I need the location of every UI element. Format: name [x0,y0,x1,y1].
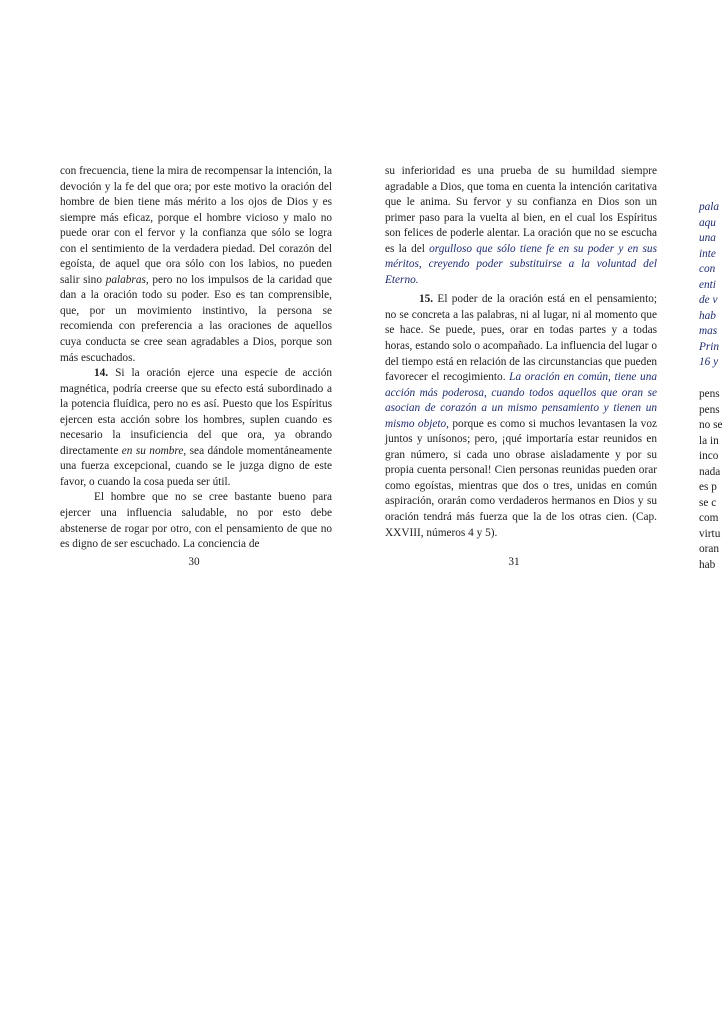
line-fragment: inte [699,247,716,260]
line-fragment: oran [699,543,720,556]
line-fragment: 16 y [699,356,719,369]
line-fragment: una [699,232,716,245]
line-fragment: aqu [699,216,716,229]
italic-text: orgulloso que sólo tiene fe en su poder y en sus méritos, creyendo poder substituirse a la voluntad del Eterno. [385,242,657,286]
line-fragment: pens [699,388,720,401]
line-fragment: de v [699,294,718,307]
paragraph: su inferioridad es una prueba de su humildad siempre agradable a Dios, que toma en cuenta la intención caritativa que le anima. Su fervor y su confianza en Dios son un primer paso para la vuelta al bien, en el cual los Espíritus son felices de poderle alentar. La oración que no se escucha es la del orgulloso que sólo tiene fe en su poder y en sus méritos, creyendo poder substituirse a la voluntad del Eterno. [385,165,657,286]
paragraph-number: 14. [94,367,109,380]
left-page-text [60,164,332,553]
line-fragment: nada [699,465,721,478]
right-page-fragment [699,200,728,574]
line-fragment: la in [699,434,719,447]
paragraph-15: 15. El poder de la oración está en el pensamiento; no se concreta a las palabras, ni al lugar, ni al momento que se hace. Se puede, pues, orar en todas partes y a todas horas, estando solo o acompañado. La influencia del lugar o del tiempo está en relación de las circunstancias que pueden favorecer el recogimiento. La oración en común, tiene una acción más poderosa, cuando todos aquellos que oran se asocian de corazón a un mismo pensamiento y tienen un mismo objeto, porque es como si muchos levantasen la voz juntos y unísonos; pero, ¡qué importaría estar reunidos en gran número, si cada uno obrase aisladamente y por su propia cuenta personal! Cien personas reunidas pueden orar como egoístas, mientras que dos o tres, unidas en común aspiración, orarán como verdaderos hermanos en Dios y su oración tendrá más fuerza que la de los otras cien. (Cap. XXVIII, números 4 y 5). [385,293,657,539]
line-fragment: se c [699,496,717,509]
line-fragment: hab [699,559,716,572]
line-fragment: es p [699,481,717,494]
middle-page-text [385,164,657,541]
line-fragment: pens [699,403,720,416]
line-fragment: virtu [699,527,721,540]
italic-text: palabras, [105,273,149,286]
line-fragment: no se [699,419,723,432]
line-fragment: con [699,263,716,276]
line-fragment: enti [699,278,716,291]
line-fragment: mas [699,325,718,338]
line-fragment: inco [699,450,719,463]
paragraph: El hombre que no se cree bastante bueno para ejercer una influencia saludable, no por esto debe abstenerse de rogar por otro, con el pensamiento de que no es digno de ser escuchado. La conciencia de [60,491,332,551]
line-fragment: pala [699,201,720,213]
paragraph-number: 15. [419,293,434,306]
line-fragment: hab [699,309,716,322]
paragraph-14: 14. Si la oración ejerce una especie de acción magnética, podría creerse que su efecto está subordinado a la potencia fluídica, pero no es así. Puesto que los Espíritus ejercen esta acción sobre los hombres, suplen cuando es necesario la insuficiencia del que ora, ya obrando directamente en su nombre, sea dándole momentáneamente una fuerza excepcional, cuando se le juzga digno de este favor, o cuando la cosa pueda ser útil. [60,367,332,488]
italic-text: La oración en común, tiene una acción más poderosa, cuando todos aquellos que oran se asocian de corazón a un mismo pensamiento y tienen un mismo objeto, [385,371,657,430]
italic-text: en su nombre, [121,444,187,457]
paragraph: con frecuencia, tiene la mira de recompensar la intención, la devoción y la fe del que ora; por este motivo la oración del hombre de bien tiene más mérito a los ojos de Dios y es siempre más eficaz, porque el hombre vicioso y malo no puede orar con el fervor y la confianza que sólo se logra con el sentimiento de la verdadera piedad. Del corazón del egoísta, de aquel que ora sólo con los labios, no pueden salir sino palabras, pero no los impulsos de la caridad que dan a la oración todo su poder. Eso es tan comprensible, que, por un movimiento instintivo, la persona se recomienda con preferencia a las oraciones de aquellos cuya conducta se cree sean agradables a Dios, porque son más escuchados. [60,165,332,364]
line-fragment: com [699,512,719,525]
paragraph-gap [699,371,728,387]
page-number-left: 30 [188,556,200,568]
page-number-middle: 31 [508,556,520,568]
line-fragment: Prin [699,340,720,353]
